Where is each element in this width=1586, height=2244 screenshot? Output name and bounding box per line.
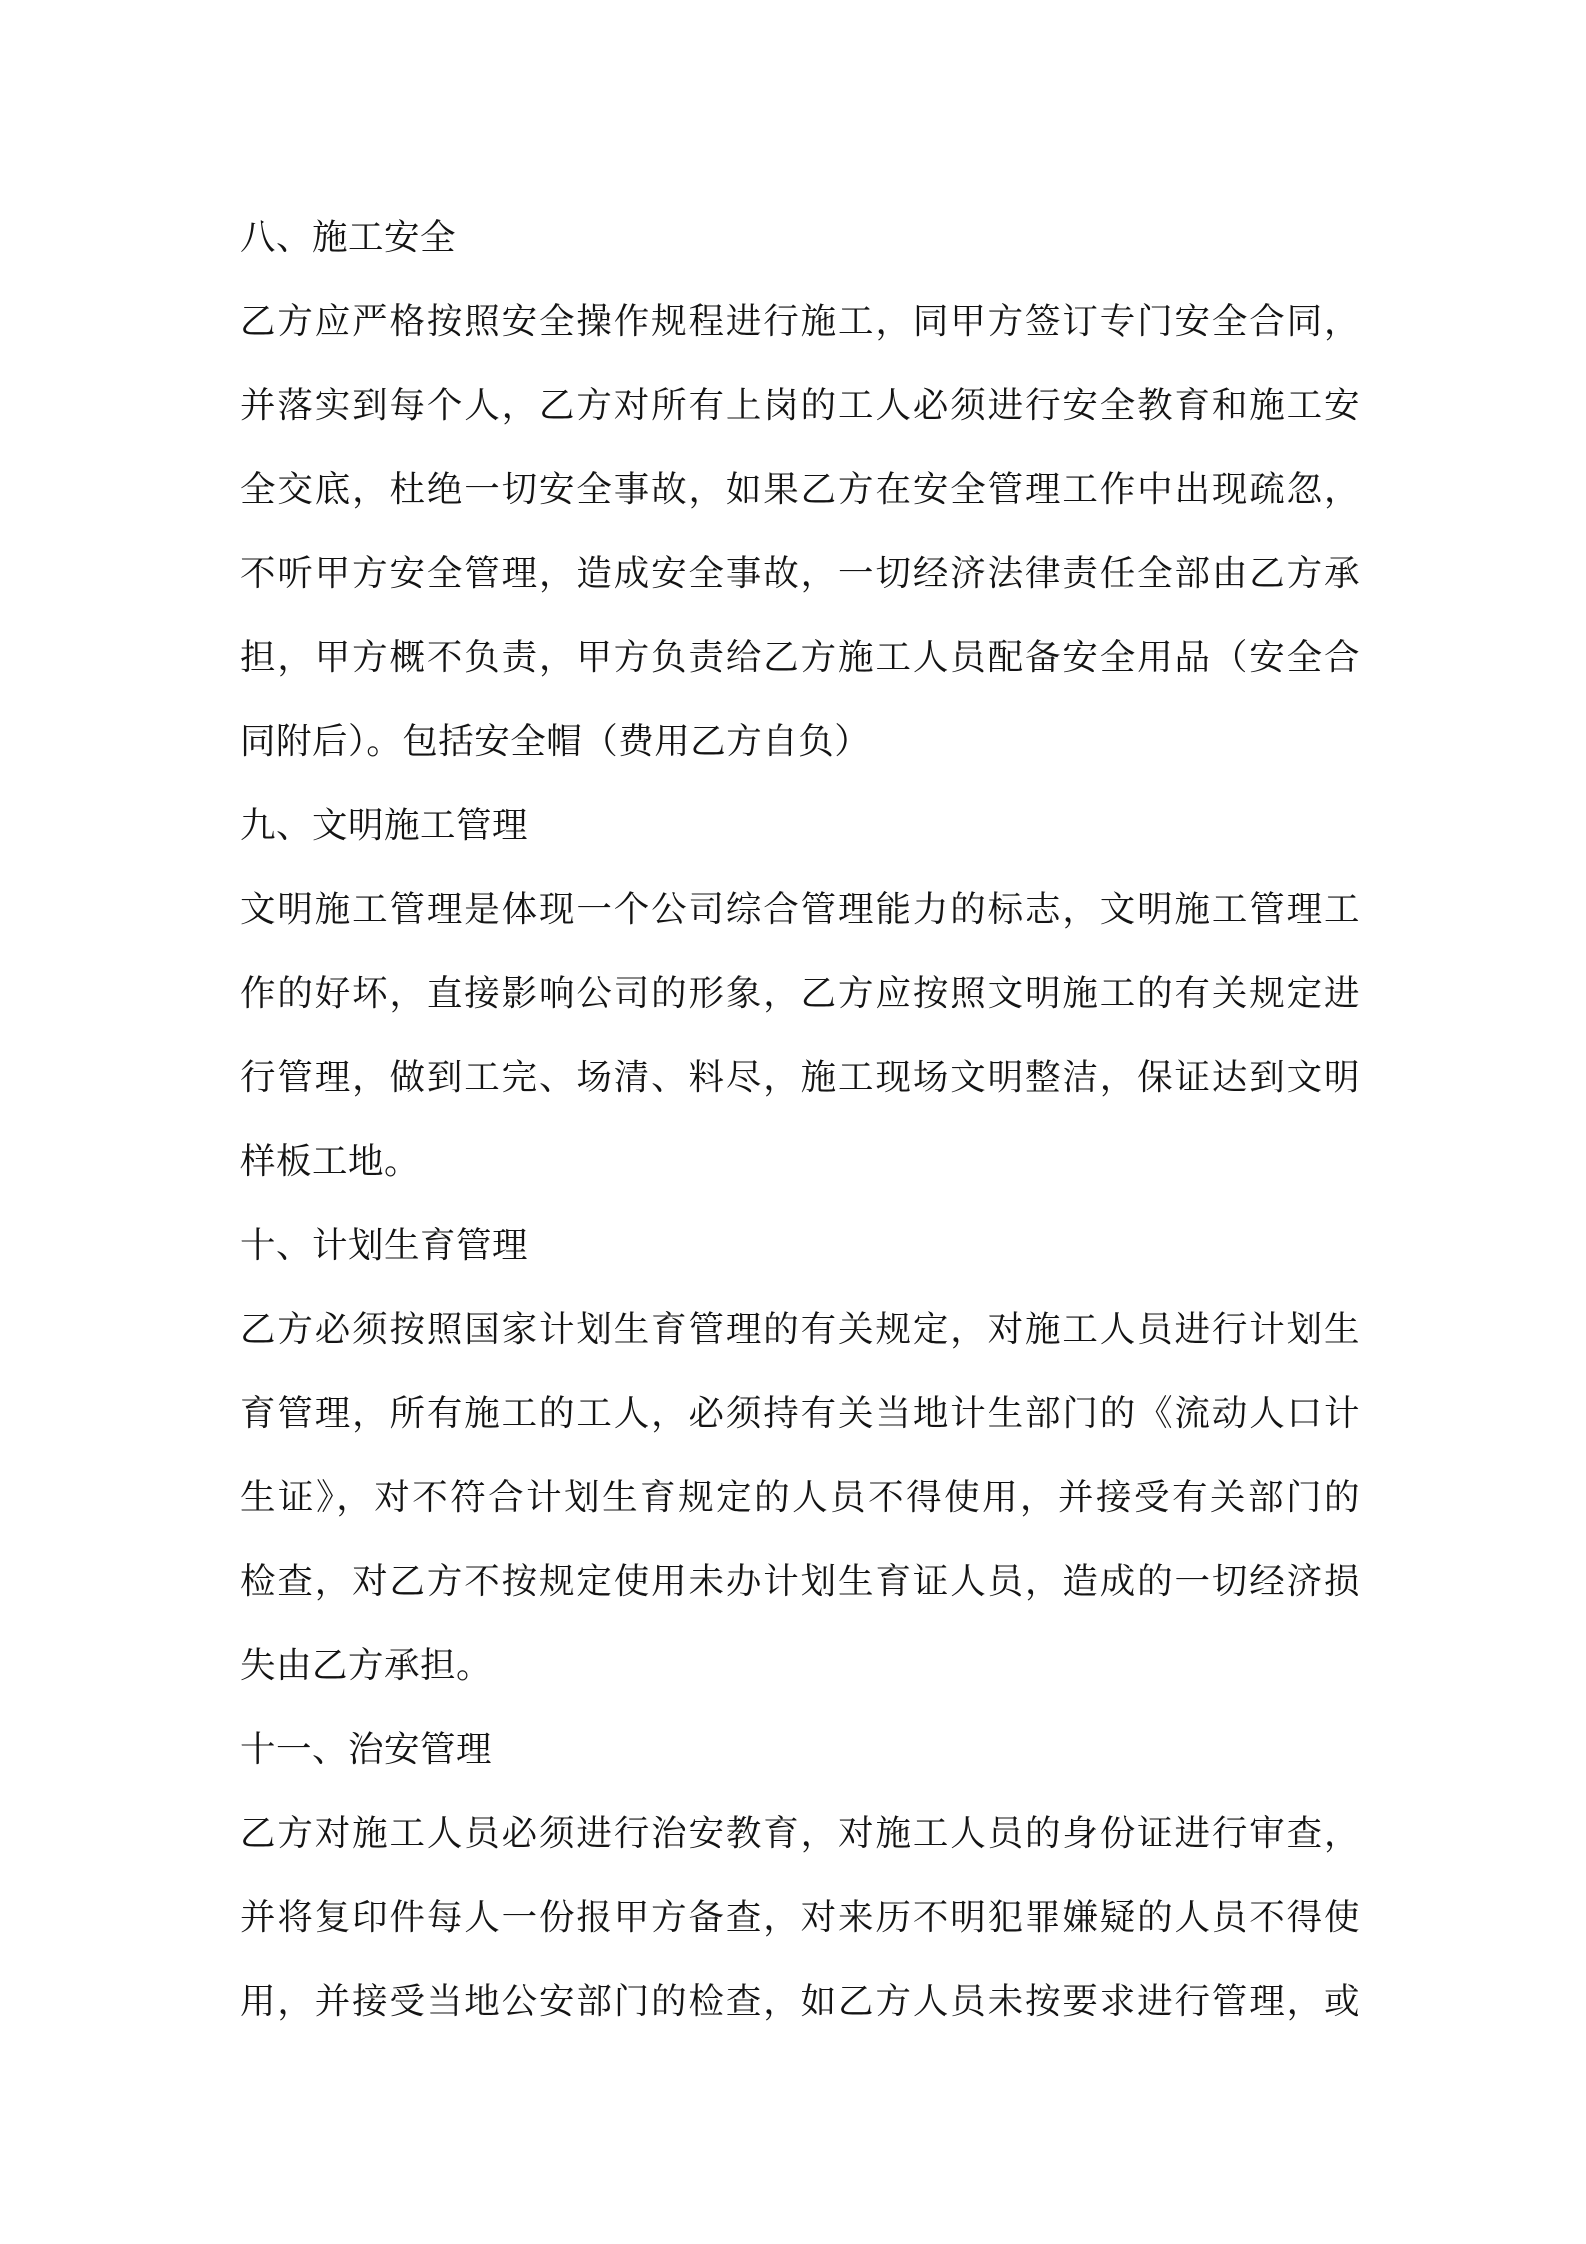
paragraph-line: 乙方对施工人员必须进行治安教育，对施工人员的身份证进行审查， [240,1813,1360,1854]
paragraph-line: 同附后）。包括安全帽（费用乙方自负） [240,721,871,762]
paragraph-line: 失由乙方承担。 [240,1645,493,1686]
section-paragraph-public-security [240,1792,1360,2044]
paragraph-line: 样板工地。 [240,1141,421,1182]
paragraph-line: 生证》，对不符合计划生育规定的人员不得使用，并接受有关部门的 [240,1477,1360,1518]
paragraph-line: 文明施工管理是体现一个公司综合管理能力的标志，文明施工管理工 [240,889,1360,930]
section-paragraph-civilized-construction [240,868,1360,1204]
section-paragraph-family-planning [240,1288,1360,1708]
paragraph-line: 不听甲方安全管理，造成安全事故，一切经济法律责任全部由乙方承 [240,553,1360,594]
paragraph-line: 担，甲方概不负责，甲方负责给乙方施工人员配备安全用品（安全合 [240,637,1360,678]
section-paragraph-safety [240,280,1360,784]
section-heading-family-planning: 十、计划生育管理 [240,1225,529,1266]
paragraph-line: 用，并接受当地公安部门的检查，如乙方人员未按要求进行管理，或 [240,1981,1360,2022]
paragraph-line: 育管理，所有施工的工人，必须持有关当地计生部门的《流动人口计 [240,1393,1360,1434]
section-heading-public-security: 十一、治安管理 [240,1729,493,1770]
paragraph-line: 乙方必须按照国家计划生育管理的有关规定，对施工人员进行计划生 [240,1309,1360,1350]
section-heading-safety: 八、施工安全 [240,217,457,258]
paragraph-line: 乙方应严格按照安全操作规程进行施工，同甲方签订专门安全合同， [240,301,1360,342]
paragraph-line: 并将复印件每人一份报甲方备查，对来历不明犯罪嫌疑的人员不得使 [240,1897,1360,1938]
paragraph-line: 并落实到每个人，乙方对所有上岗的工人必须进行安全教育和施工安 [240,385,1360,426]
section-heading-civilized-construction: 九、文明施工管理 [240,805,529,846]
document-body [240,196,1360,2044]
paragraph-line: 检查，对乙方不按规定使用未办计划生育证人员，造成的一切经济损 [240,1561,1360,1602]
paragraph-line: 行管理，做到工完、场清、料尽，施工现场文明整洁，保证达到文明 [240,1057,1360,1098]
paragraph-line: 作的好坏，直接影响公司的形象，乙方应按照文明施工的有关规定进 [240,973,1360,1014]
paragraph-line: 全交底，杜绝一切安全事故，如果乙方在安全管理工作中出现疏忽， [240,469,1360,510]
